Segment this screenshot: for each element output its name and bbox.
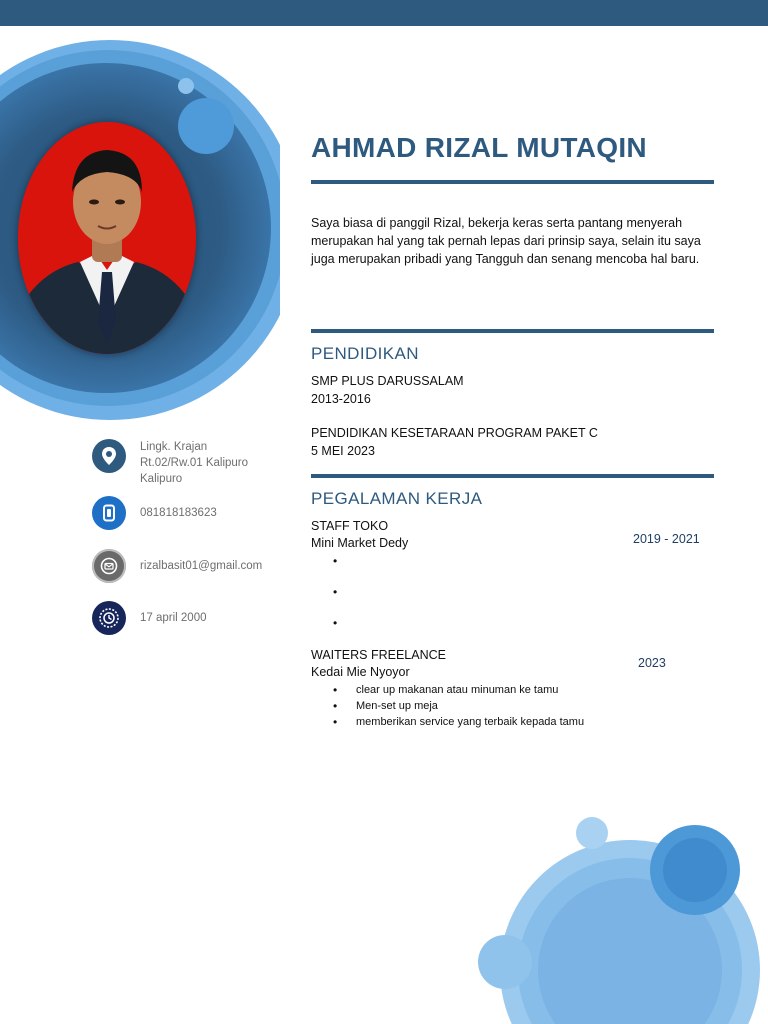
full-name-heading: AHMAD RIZAL MUTAQIN	[311, 132, 647, 163]
mail-icon	[92, 549, 126, 583]
job-duties-list	[331, 553, 356, 646]
phone-icon	[92, 496, 126, 530]
duty-item: • clear up makanan atau minuman ke tamu	[331, 682, 584, 698]
job-duties-list	[331, 682, 584, 730]
contact-email	[92, 549, 292, 583]
job-entry	[311, 518, 408, 552]
duty-item: • memberikan service yang terbaik kepada tamu	[331, 714, 584, 730]
email-text: rizalbasit01@gmail.com	[140, 560, 263, 572]
divider-experience	[311, 474, 714, 478]
top-banner	[0, 0, 768, 26]
job-years: 2023	[638, 656, 666, 670]
duty-item	[331, 553, 356, 584]
contact-birthdate	[92, 601, 292, 635]
divider-education	[311, 329, 714, 333]
education-heading: PENDIDIKAN	[311, 344, 419, 363]
decorative-circles-bottom	[470, 800, 768, 1024]
duty-item	[331, 615, 356, 646]
job-years: 2019 - 2021	[633, 532, 700, 546]
education-item	[311, 372, 464, 408]
education-school: SMP PLUS DARUSSALAM	[311, 374, 464, 388]
profile-photo	[18, 122, 196, 354]
divider-name	[311, 180, 714, 184]
job-entry	[311, 647, 446, 681]
duty-item: • Men-set up meja	[331, 698, 584, 714]
birthdate-text: 17 april 2000	[140, 612, 207, 624]
phone-text: 081818183623	[140, 507, 217, 519]
duty-item	[331, 584, 356, 615]
job-company: Kedai Mie Nyoyor	[311, 665, 410, 679]
profile-summary: Saya biasa di panggil Rizal, bekerja keras serta pantang menyerah merupakan hal yang tak pernah lepas dari prinsip saya, selain itu saya juga merupakan pribadi yang Tangguh dan senang mencoba hal baru.	[311, 216, 701, 266]
education-period: 2013-2016	[311, 392, 371, 406]
location-pin-icon	[92, 439, 126, 473]
education-school: PENDIDIKAN KESETARAAN PROGRAM PAKET C	[311, 426, 598, 440]
address-text: Lingk. Krajan Rt.02/Rw.01 Kalipuro Kalipuro	[140, 441, 249, 485]
education-period: 5 MEI 2023	[311, 444, 375, 458]
job-role: STAFF TOKO	[311, 519, 389, 533]
calendar-clock-icon	[92, 601, 126, 635]
experience-heading: PEGALAMAN KERJA	[311, 489, 483, 508]
contact-phone	[92, 496, 292, 530]
education-item	[311, 424, 598, 460]
job-company: Mini Market Dedy	[311, 536, 409, 550]
contact-address	[92, 439, 292, 487]
job-role: WAITERS FREELANCE	[311, 648, 446, 662]
